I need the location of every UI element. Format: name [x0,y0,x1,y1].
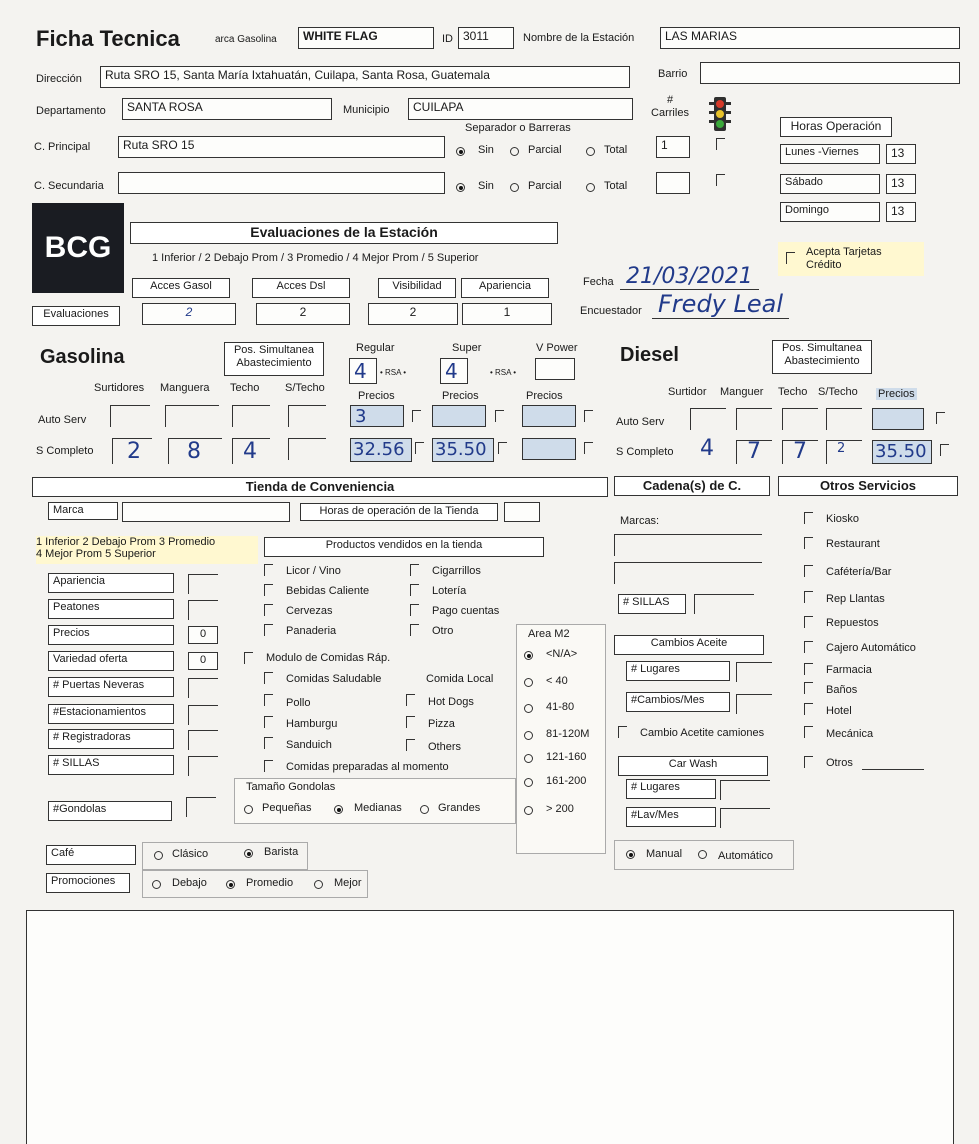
gas-auto-serv-label: Auto Serv [38,414,87,426]
rsa-super: • RSA • [490,368,517,377]
comida-local-label: Comida Local [426,673,494,685]
tienda-marca-field[interactable] [122,502,290,522]
sep-principal-total-radio[interactable] [586,147,595,156]
rating-value-apariencia[interactable] [188,574,218,594]
carwash-lav-field[interactable] [720,808,770,828]
area-gt200-radio[interactable] [524,806,533,815]
regular-label: Regular [356,342,395,354]
horas-operacion-title: Horas Operación [780,117,892,137]
carriles-secundaria-checkbox[interactable] [716,174,725,186]
regular-value[interactable]: 4 [349,358,377,384]
vpower-label: V Power [536,342,578,354]
carriles-principal-checkbox[interactable] [716,138,725,150]
comida-pizza-label: Pizza [428,718,455,730]
tamano-grandes-label: Grandes [438,802,481,814]
aceite-camiones-checkbox[interactable] [618,726,627,738]
gas-col-manguera: Manguera [160,382,210,394]
otros-restaurant-checkbox[interactable] [804,537,813,549]
cadena-sillas-label: # SILLAS [618,594,686,614]
rating-value-precios[interactable]: 0 [188,626,218,644]
diesel-col-techo: Techo [778,386,808,398]
area-gt200-label: > 200 [546,803,574,815]
precios-vpower-label: Precios [526,390,563,402]
otros-otros-line[interactable] [862,769,924,770]
area-lt40-radio[interactable] [524,678,533,687]
tamano-pequenas-label: Pequeñas [262,802,312,814]
sep-principal-parcial-label: Parcial [528,144,562,156]
diesel-auto-stecho[interactable] [826,408,862,430]
gasolina-title: Gasolina [40,346,125,368]
otros-restaurant-label: Restaurant [826,538,880,550]
aceite-camiones-label: Cambio Acetite camiones [640,727,765,739]
diesel-sc-surtidor[interactable]: 4 [700,436,714,461]
tamano-grandes-radio[interactable] [420,805,429,814]
otros-repuestos-checkbox[interactable] [804,616,813,628]
comida-pizza-checkbox[interactable] [406,716,415,728]
diesel-sc-precio[interactable]: 35.50 [872,440,932,464]
diesel-col-manguer: Manguer [720,386,764,398]
area-161-200-label: 161-200 [546,775,587,787]
area-41-80-label: 41-80 [546,701,575,713]
producto-pago-cuentas-label: Pago cuentas [432,605,500,617]
rating-value-estacionamientos[interactable] [188,705,218,725]
car-wash-title: Car Wash [618,756,768,776]
otros-repuestos-label: Repuestos [826,617,879,629]
hours-label-sabado: Sábado [780,174,880,194]
producto-loteria-label: Lotería [432,585,467,597]
producto-cervezas-checkbox[interactable] [264,604,273,616]
producto-otro-label: Otro [432,625,454,637]
cafe-label: Café [46,845,136,865]
encuestador-label: Encuestador [580,305,642,317]
diesel-precios-label: Precios [878,388,915,400]
otros-mecanica-label: Mecánica [826,728,874,740]
bcg-logo: BCG [32,203,124,293]
producto-bebidas-checkbox[interactable] [264,584,273,596]
visibilidad-label: Visibilidad [378,278,456,298]
eval-acces-dsl-value[interactable]: 2 [256,303,350,325]
producto-panaderia-label: Panaderia [286,625,337,637]
promociones-label: Promociones [46,873,130,893]
gas-sc-precio-vpower[interactable] [522,438,576,460]
carwash-lugares-field[interactable] [720,780,770,800]
area-41-80-radio[interactable] [524,704,533,713]
sep-principal-parcial-radio[interactable] [510,147,519,156]
otros-hotel-label: Hotel [826,705,852,717]
area-m2-label: Area M2 [528,628,570,640]
otros-rep-llantas-checkbox[interactable] [804,591,813,603]
cambios-aceite-title: Cambios Aceite [614,635,764,655]
cafe-clasico-label: Clásico [172,848,209,860]
rating-label-puertas-neveras: # Puertas Neveras [48,677,174,697]
sep-secundaria-total-label: Total [604,180,628,192]
rating-value-registradoras[interactable] [188,730,218,750]
carriles-principal-field[interactable]: 1 [656,136,690,158]
gas-s-completo-label: S Completo [36,445,94,457]
diesel-auto-serv-label: Auto Serv [616,416,665,428]
cadena-title: Cadena(s) de C. [614,476,770,496]
super-label: Super [452,342,482,354]
area-161-200-radio[interactable] [524,778,533,787]
gasolina-pos-label: Pos. Simultanea Abastecimiento [224,342,324,376]
comida-hamburgu-checkbox[interactable] [264,716,273,728]
id-field[interactable]: 3011 [458,27,514,49]
sep-secundaria-total-radio[interactable] [586,183,595,192]
hours-value-domingo[interactable]: 13 [886,202,916,222]
tienda-scale-line2: 4 Mejor Prom 5 Superior [36,548,156,560]
sep-principal-total-label: Total [604,144,628,156]
eval-acces-gasol-value[interactable]: 2 [142,303,236,325]
sep-principal-sin-label: Sin [478,144,494,156]
producto-pago-cuentas-checkbox[interactable] [410,604,419,616]
diesel-sc-manguer[interactable]: 7 [736,440,772,464]
producto-otro-checkbox[interactable] [410,624,419,636]
nombre-estacion-field[interactable]: LAS MARIAS [660,27,960,49]
area-121-160-label: 121-160 [546,751,587,763]
eval-visibilidad-value[interactable]: 2 [368,303,458,325]
c-principal-field[interactable]: Ruta SRO 15 [118,136,445,158]
precios-super-label: Precios [442,390,479,402]
otros-banos-checkbox[interactable] [804,682,813,694]
otros-cajero-checkbox[interactable] [804,641,813,653]
diesel-col-surtidor: Surtidor [668,386,707,398]
gas-sc-precio-super[interactable]: 35.50 [432,438,494,462]
gas-sc-vpower-checkbox[interactable] [584,442,593,454]
super-value[interactable]: 4 [440,358,468,384]
departamento-label: Departamento [36,105,106,117]
rating-label-peatones: Peatones [48,599,174,619]
tamano-medianas-radio[interactable] [334,805,343,814]
area-81-120-label: 81-120M [546,728,590,740]
comida-preparadas-checkbox[interactable] [264,760,273,772]
producto-licor-checkbox[interactable] [264,564,273,576]
diesel-col-stecho: S/Techo [818,386,858,398]
carriles-label: # Carriles [651,94,689,119]
c-secundaria-field[interactable] [118,172,445,194]
acepta-tarjetas-checkbox[interactable] [786,252,795,264]
gas-auto-manguera[interactable] [165,405,219,427]
c-principal-label: C. Principal [34,141,91,153]
rating-value-peatones[interactable] [188,600,218,620]
gas-sc-precio-regular[interactable]: 32.56 [350,438,412,462]
direccion-field[interactable]: Ruta SRO 15, Santa María Ixtahuatán, Cuilapa, Santa Rosa, Guatemala [100,66,630,88]
diesel-auto-manguer[interactable] [736,408,772,430]
rating-value-sillas[interactable] [188,756,218,776]
comida-saludable-checkbox[interactable] [264,672,273,684]
tienda-title: Tienda de Conveniencia [32,477,608,497]
barrio-label: Barrio [658,68,688,80]
separador-label: Separador o Barreras [465,122,571,134]
otros-servicios-title: Otros Servicios [778,476,958,496]
departamento-field[interactable]: SANTA ROSA [122,98,332,120]
gas-auto-regular-checkbox[interactable] [412,410,421,422]
otros-cajero-label: Cajero Automático [826,642,916,654]
sep-secundaria-parcial-label: Parcial [528,180,562,192]
comida-saludable-label: Comidas Saludable [286,673,382,685]
area-lt40-label: < 40 [546,675,568,687]
gas-auto-precio-vpower[interactable] [522,405,576,427]
area-81-120-radio[interactable] [524,731,533,740]
rating-label-precios: Precios [48,625,174,645]
diesel-auto-checkbox[interactable] [936,412,945,424]
promo-debajo-label: Debajo [172,877,207,889]
apariencia-label: Apariencia [461,278,549,298]
aceite-lugares-label: # Lugares [626,661,730,681]
producto-panaderia-checkbox[interactable] [264,624,273,636]
otros-otros-checkbox[interactable] [804,756,813,768]
aceite-cambios-mes-field[interactable] [736,694,772,714]
gondolas-label: #Gondolas [48,801,172,821]
eval-apariencia-value[interactable]: 1 [462,303,552,325]
comida-hotdogs-label: Hot Dogs [428,696,474,708]
producto-cigarrillos-label: Cigarrillos [432,565,481,577]
tienda-marca-label: Marca [48,502,118,520]
otros-farmacia-checkbox[interactable] [804,663,813,675]
gas-auto-precio-regular[interactable]: 3 [350,405,404,427]
diesel-sc-checkbox[interactable] [940,444,949,456]
otros-cafeteria-checkbox[interactable] [804,565,813,577]
sep-secundaria-sin-label: Sin [478,180,494,192]
otros-banos-label: Baños [826,684,858,696]
tienda-horas-label: Horas de operación de la Tienda [300,503,498,521]
sep-principal-sin-radio[interactable] [456,147,465,156]
cadena-sillas-field[interactable] [694,594,754,614]
comida-pollo-checkbox[interactable] [264,694,273,706]
hours-label-lunes: Lunes -Viernes [780,144,880,164]
area-na-label: <N/A> [546,648,578,660]
cafe-clasico-radio[interactable] [154,851,163,860]
gas-sc-techo[interactable]: 4 [232,438,270,464]
fecha-value[interactable]: 21/03/2021 [620,264,759,290]
producto-licor-label: Licor / Vino [286,565,341,577]
c-secundaria-label: C. Secundaria [34,180,104,192]
id-label: ID [442,33,453,45]
carwash-automatico-label: Automático [718,850,774,862]
modulo-comidas-label: Modulo de Comidas Ráp. [266,652,391,664]
producto-loteria-checkbox[interactable] [410,584,419,596]
acces-gasol-label: Acces Gasol [132,278,230,298]
comida-sanduich-checkbox[interactable] [264,737,273,749]
carriles-secundaria-field[interactable] [656,172,690,194]
comida-sanduich-label: Sanduich [286,739,332,751]
gas-auto-vpower-checkbox[interactable] [584,410,593,422]
promo-debajo-radio[interactable] [152,880,161,889]
direccion-label: Dirección [36,73,82,85]
diesel-title: Diesel [620,344,679,366]
evaluaciones-title: Evaluaciones de la Estación [130,222,558,244]
comida-preparadas-label: Comidas preparadas al momento [286,761,449,773]
promo-mejor-label: Mejor [334,877,362,889]
cafe-barista-label: Barista [264,846,299,858]
gas-sc-manguera[interactable]: 8 [168,438,222,464]
carwash-lugares-label: # Lugares [626,779,716,799]
producto-cervezas-label: Cervezas [286,605,333,617]
cadena-marca-field-1[interactable] [614,534,762,556]
municipio-field[interactable]: CUILAPA [408,98,633,120]
diesel-sc-stecho[interactable]: 2 [826,440,862,464]
gas-auto-techo[interactable] [232,405,270,427]
promo-promedio-radio[interactable] [226,880,235,889]
diesel-auto-precio[interactable] [872,408,924,430]
gas-col-surtidores: Surtidores [94,382,145,394]
gas-auto-stecho[interactable] [288,405,326,427]
comida-hamburgu-label: Hamburgu [286,718,338,730]
aceite-cambios-mes-label: #Cambios/Mes [626,692,730,712]
gas-col-techo: Techo [230,382,260,394]
area-121-160-radio[interactable] [524,754,533,763]
diesel-sc-techo[interactable]: 7 [782,440,818,464]
promo-promedio-label: Promedio [246,877,294,889]
gas-col-stecho: S/Techo [285,382,325,394]
evaluaciones-row-label: Evaluaciones [32,306,120,326]
otros-hotel-checkbox[interactable] [804,703,813,715]
barrio-field[interactable] [700,62,960,84]
carwash-manual-radio[interactable] [626,850,635,859]
cadena-marcas-label: Marcas: [620,515,660,527]
tamano-pequenas-radio[interactable] [244,805,253,814]
otros-farmacia-label: Farmacia [826,664,872,676]
hours-value-sabado[interactable]: 13 [886,174,916,194]
gas-sc-regular-checkbox[interactable] [415,442,424,454]
carwash-manual-label: Manual [646,848,683,860]
rating-label-registradoras: # Registradoras [48,729,174,749]
otros-kiosko-label: Kiosko [826,513,860,525]
gas-sc-surtidores[interactable]: 2 [112,438,152,464]
rating-label-apariencia: Apariencia [48,573,174,593]
otros-rep-llantas-label: Rep Llantas [826,593,885,605]
diesel-auto-techo[interactable] [782,408,818,430]
otros-otros-label: Otros [826,757,853,769]
acces-dsl-label: Acces Dsl [252,278,350,298]
municipio-label: Municipio [343,104,390,116]
rsa-regular: • RSA • [380,368,407,377]
comida-pollo-label: Pollo [286,697,311,709]
tamano-medianas-label: Medianas [354,802,402,814]
hours-value-lunes[interactable]: 13 [886,144,916,164]
area-na-radio[interactable] [524,651,533,660]
marca-gasolina-field[interactable]: WHITE FLAG [298,27,434,49]
rating-label-sillas: # SILLAS [48,755,174,775]
cafe-barista-radio[interactable] [244,849,253,858]
nombre-estacion-label: Nombre de la Estación [523,32,635,44]
gas-sc-super-checkbox[interactable] [498,442,507,454]
producto-cigarrillos-checkbox[interactable] [410,564,419,576]
gondolas-value[interactable] [186,797,216,817]
traffic-light-icon [708,96,732,132]
diesel-auto-surtidor[interactable] [690,408,726,430]
fecha-label: Fecha [583,276,614,288]
tienda-scale-panel [36,536,258,564]
comida-others-label: Others [428,741,462,753]
otros-kiosko-checkbox[interactable] [804,512,813,524]
evaluaciones-scale: 1 Inferior / 2 Debajo Prom / 3 Promedio / 4 Mejor Prom / 5 Superior [152,252,479,264]
producto-bebidas-label: Bebidas Caliente [286,585,370,597]
rating-label-estacionamientos: #Estacionamientos [48,704,174,724]
productos-title: Productos vendidos en la tienda [264,537,544,557]
modulo-comidas-checkbox[interactable] [244,652,253,664]
carwash-lav-label: #Lav/Mes [626,807,716,827]
diesel-pos-label: Pos. Simultanea Abastecimiento [772,340,872,374]
comida-hotdogs-checkbox[interactable] [406,694,415,706]
promo-mejor-radio[interactable] [314,880,323,889]
tienda-horas-field[interactable] [504,502,540,522]
hours-label-domingo: Domingo [780,202,880,222]
rating-value-puertas-neveras[interactable] [188,678,218,698]
cadena-marca-field-2[interactable] [614,562,762,584]
diesel-s-completo-label: S Completo [616,446,674,458]
marca-gasolina-label: arca Gasolina [215,34,277,45]
gas-auto-super-checkbox[interactable] [495,410,504,422]
comida-others-checkbox[interactable] [406,739,415,751]
gas-sc-stecho[interactable] [288,438,326,460]
aceite-lugares-field[interactable] [736,662,772,682]
notes-area[interactable] [26,910,954,1144]
precios-regular-label: Precios [358,390,395,402]
acepta-tarjetas-label: Acepta Tarjetas Crédito [806,246,882,271]
otros-mecanica-checkbox[interactable] [804,726,813,738]
gas-auto-precio-super[interactable] [432,405,486,427]
sep-secundaria-sin-radio[interactable] [456,183,465,192]
gas-auto-surtidores[interactable] [110,405,150,427]
encuestador-value[interactable]: Fredy Leal [652,290,789,319]
form-title: Ficha Tecnica [36,26,180,51]
otros-cafeteria-label: Cafétería/Bar [826,566,892,578]
rating-value-variedad[interactable]: 0 [188,652,218,670]
tienda-scale-line1: 1 Inferior 2 Debajo Prom 3 Promedio [36,536,216,548]
vpower-value[interactable] [535,358,575,380]
rating-label-variedad: Variedad oferta [48,651,174,671]
carwash-automatico-radio[interactable] [698,850,707,859]
sep-secundaria-parcial-radio[interactable] [510,183,519,192]
tamano-gondolas-label: Tamaño Gondolas [246,781,336,793]
